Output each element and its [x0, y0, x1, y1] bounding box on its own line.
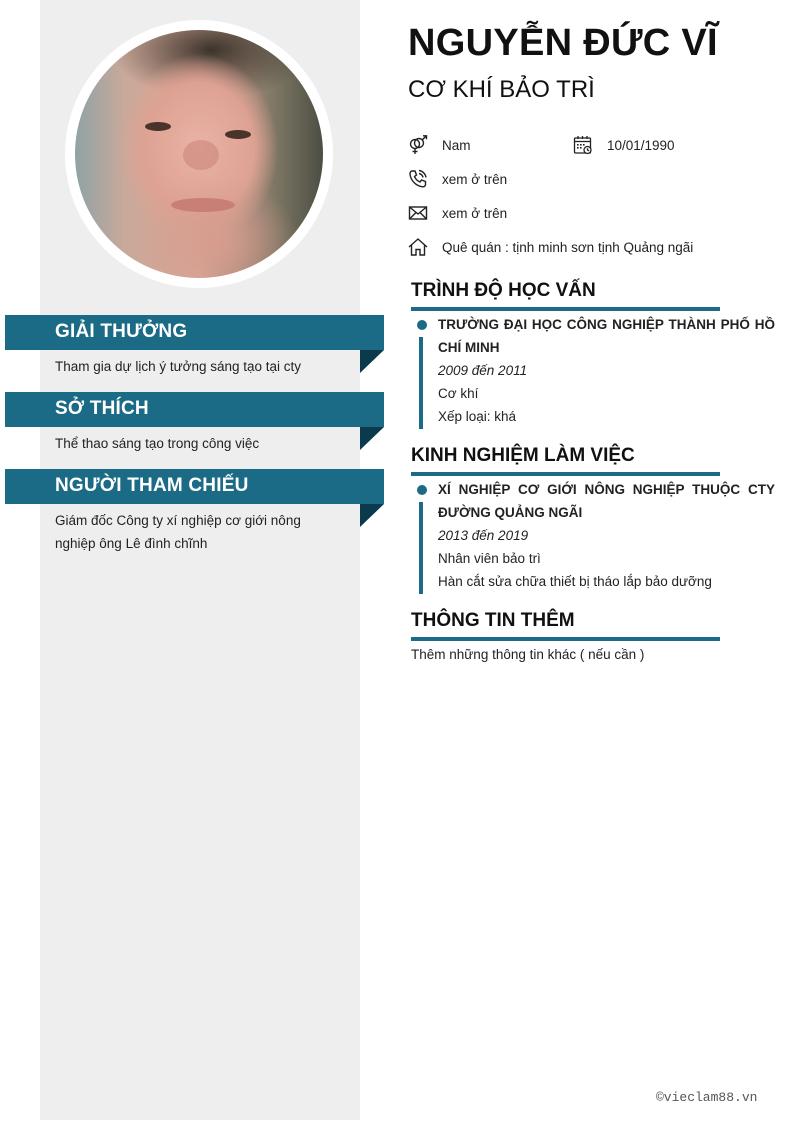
phone-value: xem ở trên — [442, 171, 508, 187]
gender-icon — [407, 134, 429, 156]
birthday-row — [572, 133, 675, 157]
education-period: 2009 đến 2011 — [438, 363, 528, 378]
calendar-icon — [572, 134, 594, 156]
experience-period: 2013 đến 2019 — [438, 528, 529, 543]
awards-header — [5, 315, 384, 350]
avatar-eye — [145, 122, 171, 131]
experience-position: Nhân viên bảo trì — [438, 551, 541, 566]
experience-entry — [438, 478, 775, 593]
address-value: Quê quán : tịnh minh sơn tịnh Quảng ngãi — [442, 239, 694, 255]
section-divider — [411, 307, 720, 311]
avatar — [75, 30, 323, 278]
hobbies-content: Thể thao sáng tạo trong công việc — [55, 436, 260, 451]
additional-title: THÔNG TIN THÊM — [411, 610, 575, 631]
awards-title: GIẢI THƯỞNG — [55, 321, 188, 342]
education-rank: Xếp loại: khá — [438, 409, 517, 424]
section-divider — [411, 637, 720, 641]
ribbon-fold-icon — [360, 350, 384, 373]
timeline-bar — [419, 337, 423, 429]
education-entry — [438, 313, 775, 428]
ribbon-fold-icon — [360, 427, 384, 450]
timeline-bar — [419, 502, 423, 594]
home-icon — [407, 236, 429, 258]
avatar-nose — [183, 140, 219, 170]
email-row — [407, 201, 507, 225]
email-value: xem ở trên — [442, 205, 508, 221]
references-title: NGƯỜI THAM CHIẾU — [55, 475, 249, 496]
references-header — [5, 469, 384, 504]
references-content: Giám đốc Công ty xí nghiệp cơ giới nông nghiệp ông Lê đình chĩnh — [55, 513, 301, 551]
company-name: XÍ NGHIỆP CƠ GIỚI NÔNG NGHIỆP THUỘC CTY ĐƯỜNG QUẢNG NGÃI — [438, 482, 775, 520]
experience-title: KINH NGHIỆM LÀM VIỆC — [411, 445, 635, 466]
envelope-icon — [407, 202, 429, 224]
additional-content: Thêm những thông tin khác ( nếu cần ) — [411, 647, 645, 662]
avatar-eye — [225, 130, 251, 139]
education-title: TRÌNH ĐỘ HỌC VẤN — [411, 280, 596, 301]
phone-row — [407, 167, 507, 191]
ribbon-fold-icon — [360, 504, 384, 527]
hobbies-title: SỞ THÍCH — [55, 398, 149, 419]
candidate-name: NGUYỄN ĐỨC VĨ — [408, 22, 718, 64]
awards-content: Tham gia dự lịch ý tưởng sáng tạo tại cty — [55, 359, 302, 374]
job-title: CƠ KHÍ BẢO TRÌ — [408, 76, 595, 103]
timeline-bullet-icon — [417, 485, 427, 495]
hobbies-header — [5, 392, 384, 427]
phone-icon — [407, 168, 429, 190]
section-divider — [411, 472, 720, 476]
gender-row — [407, 133, 471, 157]
gender-value: Nam — [442, 137, 471, 153]
education-major: Cơ khí — [438, 386, 479, 401]
birthday-value: 10/01/1990 — [607, 137, 675, 153]
school-name: TRƯỜNG ĐẠI HỌC CÔNG NGHIỆP THÀNH PHỐ HỒ CHÍ MINH — [438, 317, 775, 355]
copyright-text: ©vieclam88.vn — [656, 1090, 758, 1105]
timeline-bullet-icon — [417, 320, 427, 330]
experience-description: Hàn cắt sửa chữa thiết bị tháo lắp bảo dưỡng — [438, 574, 712, 589]
avatar-mouth — [171, 198, 235, 212]
address-row — [407, 235, 693, 259]
